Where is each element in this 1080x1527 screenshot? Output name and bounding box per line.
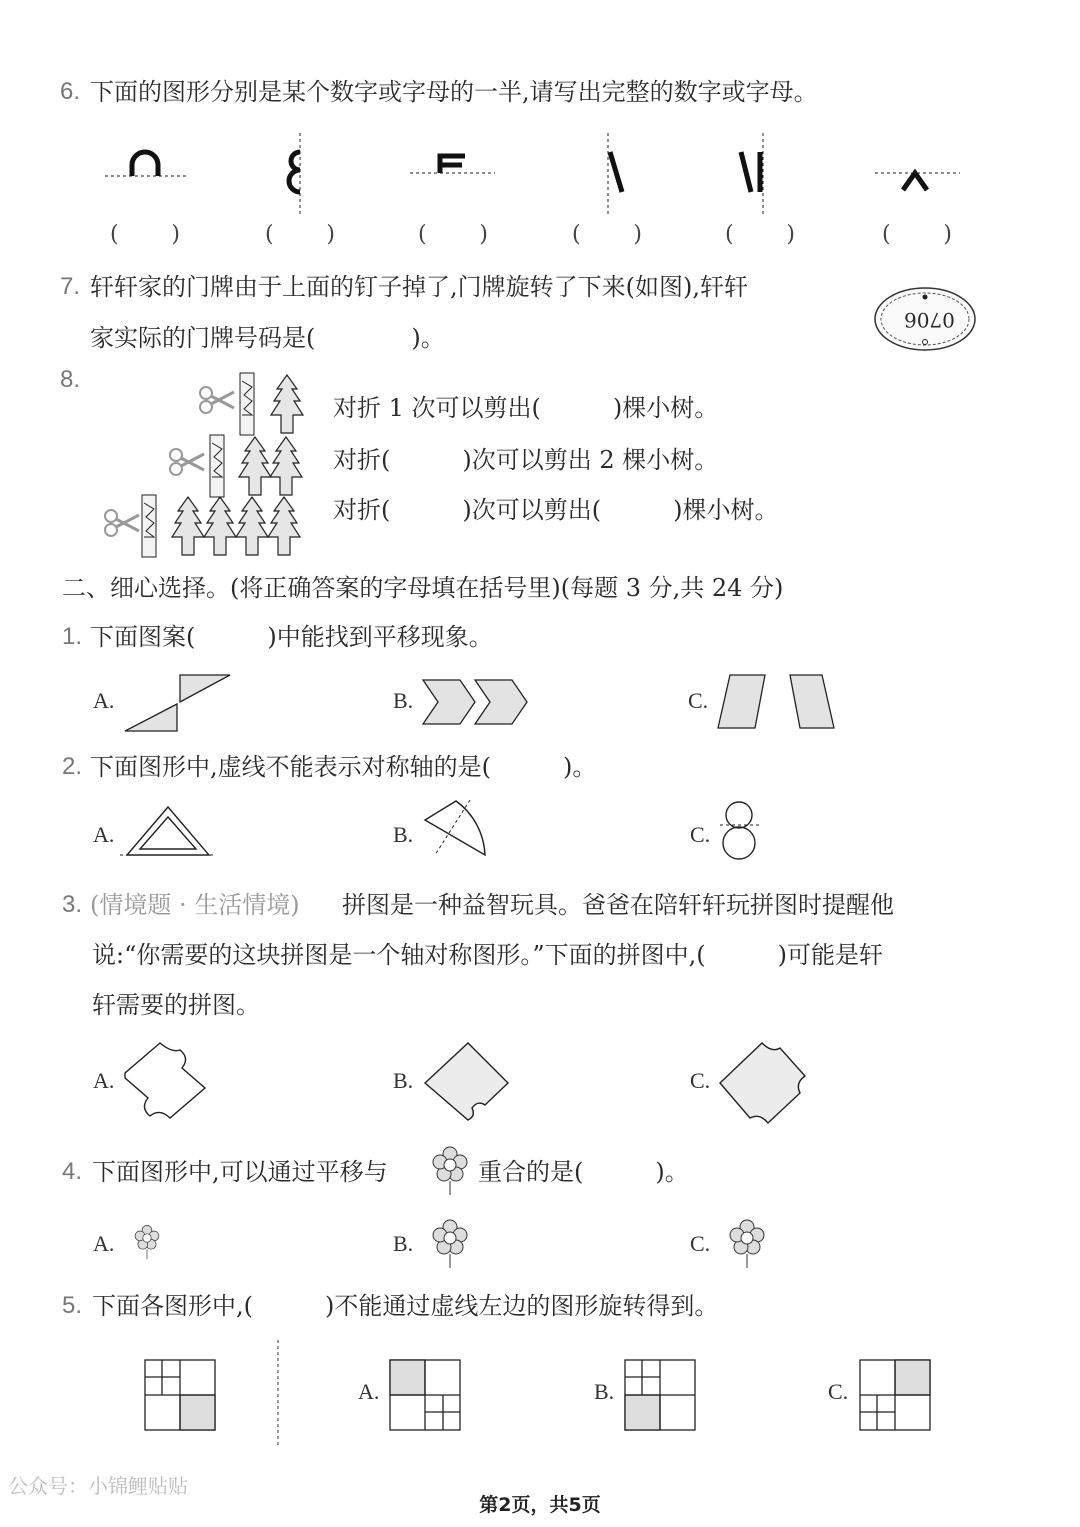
s2q1-number: 1. <box>62 623 83 650</box>
half-figures <box>0 0 1080 230</box>
s2q4-number: 4. <box>62 1158 83 1185</box>
answer-paren-1[interactable]: ( ) <box>110 222 180 247</box>
answer-paren-2[interactable]: ( ) <box>265 222 335 247</box>
s2q2-figures <box>0 795 1080 885</box>
s2q2-text: 下面图形中,虚线不能表示对称轴的是( )。 <box>90 753 597 781</box>
q8-row1: 对折 1 次可以剪出( )棵小树。 <box>333 394 719 422</box>
s2q3-option-a[interactable]: A. <box>93 1068 115 1093</box>
s2q2-number: 2. <box>62 753 83 780</box>
s2q1-figures <box>0 672 1080 742</box>
s2q5-option-b[interactable]: B. <box>594 1379 615 1404</box>
section2-title: 二、细心选择。(将正确答案的字母填在括号里)(每题 3 分,共 24 分) <box>62 574 784 602</box>
q8-row3: 对折( )次可以剪出( )棵小树。 <box>333 496 779 524</box>
door-plate-number: 0706 <box>904 308 955 332</box>
s2q2-option-a[interactable]: A. <box>93 822 115 847</box>
s2q3-number: 3. <box>62 891 83 918</box>
s2q5-text: 下面各图形中,( )不能通过虚线左边的图形旋转得到。 <box>92 1292 719 1320</box>
s2q3-line2: 说:“你需要的这块拼图是一个轴对称图形。”下面的拼图中,( )可能是轩 <box>92 941 883 969</box>
s2q4-option-b[interactable]: B. <box>393 1231 414 1256</box>
s2q3-line3: 轩需要的拼图。 <box>92 991 260 1019</box>
s2q4-text-pre: 下面图形中,可以通过平移与 <box>92 1158 388 1186</box>
s2q5-option-a[interactable]: A. <box>358 1379 380 1404</box>
q8-row2: 对折( )次可以剪出 2 棵小树。 <box>333 446 719 474</box>
s2q1-option-a[interactable]: A. <box>93 688 115 713</box>
s2q1-text: 下面图案( )中能找到平移现象。 <box>90 623 493 651</box>
answer-paren-6[interactable]: ( ) <box>882 222 952 247</box>
s2q2-option-c[interactable]: C. <box>690 822 711 847</box>
s2q4-option-c[interactable]: C. <box>690 1231 711 1256</box>
s2q5-number: 5. <box>62 1292 83 1319</box>
s2q5-option-c[interactable]: C. <box>828 1379 849 1404</box>
q6-number: 6. <box>60 78 81 105</box>
s2q1-option-c[interactable]: C. <box>688 688 709 713</box>
q7-line2: 家实际的门牌号码是( )。 <box>90 324 445 352</box>
s2q4-option-a[interactable]: A. <box>93 1231 115 1256</box>
puzzle-pieces <box>0 1038 1080 1128</box>
q7-line1: 轩轩家的门牌由于上面的钉子掉了,门牌旋转了下来(如图),轩轩 <box>90 273 748 301</box>
watermark: 公众号：小锦鲤贴贴 <box>8 1474 188 1498</box>
s2q1-option-b[interactable]: B. <box>393 688 414 713</box>
s2q4-text-post: 重合的是( )。 <box>478 1158 689 1186</box>
q8-number: 8. <box>60 366 81 393</box>
s2q3-tag: (情境题 · 生活情境) <box>90 891 300 919</box>
answer-paren-5[interactable]: ( ) <box>725 222 795 247</box>
s2q3-option-b[interactable]: B. <box>393 1068 414 1093</box>
q6-text: 下面的图形分别是某个数字或字母的一半,请写出完整的数字或字母。 <box>90 78 818 106</box>
q7-number: 7. <box>60 273 81 300</box>
s2q3-option-c[interactable]: C. <box>690 1068 711 1093</box>
answer-paren-3[interactable]: ( ) <box>418 222 488 247</box>
page-number: 第2页，共5页 <box>479 1494 601 1516</box>
s2q5-grid-figures <box>0 1340 1080 1450</box>
s2q3-line1: 拼图是一种益智玩具。爸爸在陪轩轩玩拼图时提醒他 <box>342 891 894 919</box>
flower-icons <box>0 1135 1080 1275</box>
s2q2-option-b[interactable]: B. <box>393 822 414 847</box>
answer-paren-4[interactable]: ( ) <box>572 222 642 247</box>
